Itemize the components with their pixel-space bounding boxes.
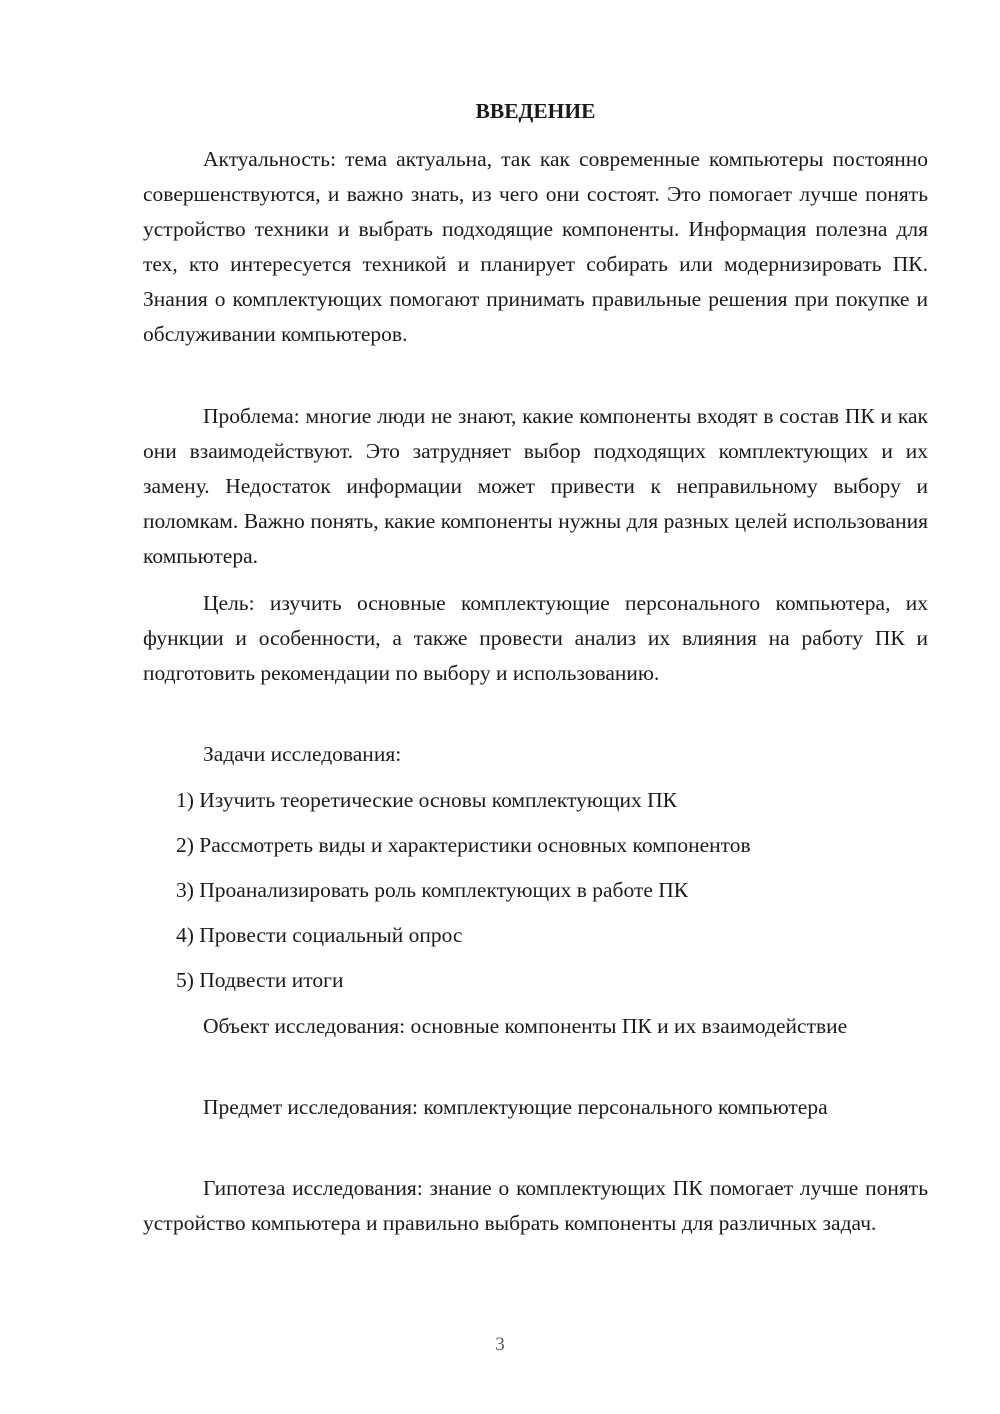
task-item: 2) Рассмотреть виды и характеристики основных компонентов [176, 833, 751, 857]
object-paragraph: Объект исследования: основные компоненты ПК и их взаимодействие [203, 1014, 848, 1038]
task-item: 3) Проанализировать роль комплектующих в работе ПК [176, 878, 689, 902]
hypothesis-paragraph: Гипотеза исследования: знание о комплектующих ПК помогает лучше понять устройство компьютера и правильно выбрать компоненты для различных задач. [143, 1176, 928, 1235]
page-title: ВВЕДЕНИЕ [475, 99, 596, 123]
task-item: 4) Провести социальный опрос [176, 923, 463, 947]
tasks-heading: Задачи исследования: [203, 742, 402, 766]
goal-paragraph: Цель: изучить основные комплектующие персонального компьютера, их функции и особенности, а также провести анализ их влияния на работу ПК и подготовить рекомендации по выбору и использованию. [143, 591, 928, 685]
task-item: 5) Подвести итоги [176, 968, 344, 992]
problem-paragraph: Проблема: многие люди не знают, какие компоненты входят в состав ПК и как они взаимодействуют. Это затрудняет выбор подходящих комплектующих и их замену. Недостаток информации может привести к неправильному выбору и поломкам. Важно понять, какие компоненты нужны для разных целей использования компьютера. [143, 404, 928, 568]
page-number: 3 [495, 1334, 505, 1355]
task-item: 1) Изучить теоретические основы комплектующих ПК [176, 788, 677, 812]
relevance-paragraph: Актуальность: тема актуальна, так как современные компьютеры постоянно совершенствуются, и важно знать, из чего они состоят. Это помогает лучше понять устройство техники и выбрать подходящие компоненты. Информация полезна для тех, кто интересуется техникой и планирует собирать или модернизировать ПК. Знания о комплектующих помогают принимать правильные решения при покупке и обслуживании компьютеров. [143, 147, 928, 346]
subject-paragraph: Предмет исследования: комплектующие персонального компьютера [203, 1095, 828, 1119]
